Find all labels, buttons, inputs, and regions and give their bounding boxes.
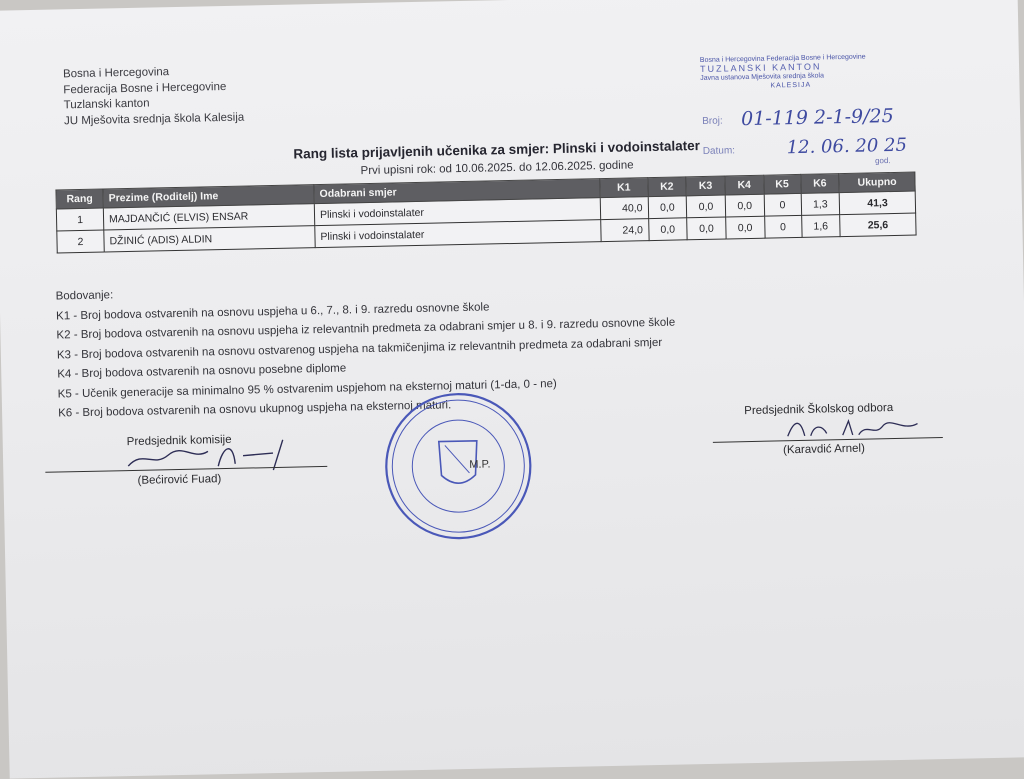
cell-k1: 40,0 xyxy=(600,197,648,220)
registry-stamp-institution: Javna ustanova Mješovita srednja škola xyxy=(700,72,825,83)
col-name: Prezime (Roditelj) Ime xyxy=(103,185,314,208)
board-president-name: (Karavdić Arnel) xyxy=(782,442,865,457)
cell-k4: 0,0 xyxy=(725,194,764,217)
col-k5: K5 xyxy=(763,174,800,194)
col-ukupno: Ukupno xyxy=(839,172,915,193)
registry-stamp-line1: Bosna i Hercegovina Federacija Bosne i Hercegovine xyxy=(699,53,866,65)
cell-smjer: Plinski i vodoinstalater xyxy=(314,198,600,226)
bodovanje-title: Bodovanje: xyxy=(55,289,114,303)
cell-k1: 24,0 xyxy=(601,219,649,242)
legend-k4: K4 - Broj bodova ostvarenih na osnovu posebne diplome xyxy=(57,362,347,381)
cell-rang: 2 xyxy=(57,230,104,253)
cell-rang: 1 xyxy=(56,208,103,231)
col-k3: K3 xyxy=(686,176,725,196)
cell-k5: 0 xyxy=(764,193,801,216)
registry-stamp xyxy=(700,52,916,92)
cell-ukupno: 25,6 xyxy=(840,213,916,237)
cell-k6: 1,6 xyxy=(801,215,840,238)
datum-handwritten: 12. 06. 20 25 xyxy=(786,134,908,159)
ranking-table xyxy=(55,172,916,254)
cell-k4: 0,0 xyxy=(726,216,765,239)
cell-smjer: Plinski i vodoinstalater xyxy=(315,220,601,248)
col-k4: K4 xyxy=(725,175,764,195)
institution-header xyxy=(63,64,245,130)
cell-k3: 0,0 xyxy=(687,217,726,240)
board-president-title: Predsjednik Školskog odbora xyxy=(744,402,894,418)
legend-k5: K5 - Učenik generacije sa minimalno 95 % ostvarenim uspjehom na eksternoj maturi (1-da, 0 - ne) xyxy=(57,377,557,401)
header-line-school: JU Mješovita srednja škola Kalesija xyxy=(63,111,245,127)
school-seal-stamp xyxy=(382,390,535,543)
legend-k1: K1 - Broj bodova ostvarenih na osnovu uspjeha u 6., 7., 8. i 9. razredu osnovne škole xyxy=(55,300,490,323)
col-k6: K6 xyxy=(800,174,839,194)
cell-ukupno: 41,3 xyxy=(839,191,915,215)
broj-handwritten: 01-119 2-1-9/25 xyxy=(740,104,894,131)
legend-k6: K6 - Broj bodova ostvarenih na osnovu ukupnog uspjeha na eksternoj maturi. xyxy=(58,399,452,420)
cell-name: MAJDANČIĆ (ELVIS) ENSAR xyxy=(103,204,314,230)
godine-label: god. xyxy=(874,156,891,166)
commission-president-name: (Bećirović Fuad) xyxy=(137,473,222,487)
commission-president-title: Predsjednik komisije xyxy=(126,433,232,449)
registry-stamp-canton: TUZLANSKI KANTON xyxy=(699,61,822,75)
header-line-federation: Federacija Bosne i Hercegovine xyxy=(63,80,227,96)
cell-name: DŽINIĆ (ADIS) ALDIN xyxy=(104,226,315,252)
registry-stamp-city: KALESIJA xyxy=(770,81,812,90)
legend-k2: K2 - Broj bodova ostvarenih na osnovu uspjeha iz relevantnih predmeta za odabrani smjer u 8. i 9. razredu osnovne škole xyxy=(56,316,676,342)
col-k2: K2 xyxy=(647,177,686,197)
broj-label: Broj: xyxy=(702,115,723,127)
bodovanje-legend xyxy=(55,275,677,424)
datum-label: Datum: xyxy=(702,145,736,157)
mp-label: M.P. xyxy=(469,458,491,471)
cell-k2: 0,0 xyxy=(648,196,687,219)
header-line-canton: Tuzlanski kanton xyxy=(63,97,150,112)
cell-k2: 0,0 xyxy=(648,218,687,241)
legend-k3: K3 - Broj bodova ostvarenih na osnovu ostvarenog uspjeha na takmičenjima iz relevantnih predmeta za odabrani smjer xyxy=(56,336,663,362)
document-title: Rang lista prijavljenih učenika za smjer: Plinski i vodoinstalater xyxy=(293,138,701,162)
col-smjer: Odabrani smjer xyxy=(314,179,600,204)
col-rang: Rang xyxy=(56,189,103,209)
cell-k3: 0,0 xyxy=(686,195,725,218)
cell-k6: 1,3 xyxy=(801,193,840,216)
document-subtitle: Prvi upisni rok: od 10.06.2025. do 12.06.2025. godine xyxy=(360,159,634,178)
commission-signature xyxy=(123,434,304,478)
cell-k5: 0 xyxy=(764,215,801,238)
header-line-country: Bosna i Hercegovina xyxy=(62,66,170,81)
col-k1: K1 xyxy=(600,178,648,198)
